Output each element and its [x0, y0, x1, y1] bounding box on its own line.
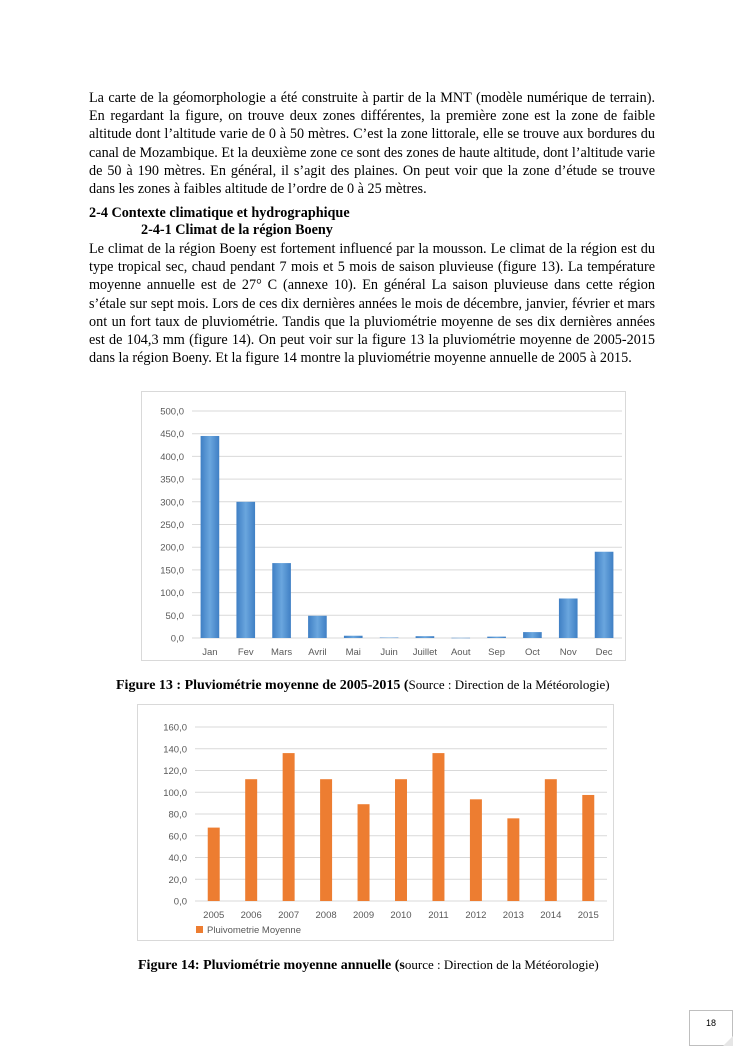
- subsection-heading: 2-4-1 Climat de la région Boeny: [141, 222, 333, 238]
- x-tick-label: 2009: [352, 910, 375, 921]
- y-tick-label: 300,0: [160, 497, 184, 509]
- y-tick-label: 100,0: [160, 588, 184, 600]
- bar: [320, 779, 332, 901]
- y-tick-label: 0,0: [170, 633, 184, 645]
- figure-13-caption: [116, 676, 610, 695]
- y-tick-label: 50,0: [165, 610, 184, 622]
- bar: [416, 636, 435, 638]
- x-tick-label: Dec: [595, 647, 613, 658]
- x-tick-label: Sep: [488, 647, 506, 658]
- y-tick-label: 80,0: [168, 809, 187, 821]
- x-tick-label: 2008: [315, 910, 337, 921]
- figure-13-caption-source: Source : Direction de la Météorologie): [408, 677, 610, 692]
- x-tick-label: Jan: [202, 647, 218, 658]
- bar: [595, 552, 614, 638]
- x-tick-label: Mai: [345, 647, 361, 658]
- x-tick-label: Juillet: [412, 647, 438, 658]
- bar: [395, 779, 407, 901]
- figure-14-chart: [137, 704, 614, 941]
- x-tick-label: 2013: [502, 910, 524, 921]
- legend-label: Pluivometrie Moyenne: [207, 925, 301, 936]
- y-tick-label: 20,0: [168, 874, 187, 886]
- figure-14-caption: [138, 956, 599, 975]
- x-tick-label: Juin: [380, 647, 398, 658]
- figure-14-caption-source: ource : Direction de la Météorologie): [404, 957, 599, 972]
- x-tick-label: 2010: [390, 910, 412, 921]
- legend-swatch: [196, 926, 203, 933]
- x-tick-label: 2015: [577, 910, 599, 921]
- y-tick-label: 140,0: [163, 744, 187, 756]
- y-tick-label: 250,0: [160, 520, 184, 531]
- x-tick-label: Oct: [525, 647, 540, 658]
- monthly-rainfall-chart: [142, 392, 625, 660]
- x-tick-label: Fev: [237, 647, 254, 658]
- page-number: 18: [705, 1018, 716, 1028]
- bar: [559, 599, 578, 638]
- x-tick-label: 2014: [540, 910, 562, 921]
- bar: [451, 638, 470, 639]
- y-tick-label: 500,0: [160, 406, 184, 418]
- figure-13-caption-title: Figure 13 : Pluviométrie moyenne de 2005-2015 (: [116, 678, 409, 693]
- x-tick-label: Avril: [308, 647, 327, 658]
- bar: [245, 779, 257, 901]
- x-tick-label: 2007: [278, 910, 300, 921]
- x-tick-label: 2011: [428, 910, 449, 921]
- page-corner-fold: [723, 1036, 733, 1046]
- y-tick-label: 160,0: [163, 722, 187, 734]
- bar: [470, 799, 482, 901]
- y-tick-label: 0,0: [173, 896, 187, 908]
- y-tick-label: 40,0: [168, 853, 187, 864]
- bar: [272, 563, 291, 638]
- annual-rainfall-chart: [138, 705, 613, 940]
- y-tick-label: 100,0: [163, 787, 187, 799]
- bar: [582, 795, 594, 901]
- bar: [344, 636, 363, 638]
- y-tick-label: 200,0: [160, 542, 184, 554]
- section-heading: 2-4 Contexte climatique et hydrographique: [89, 205, 350, 221]
- bar: [308, 616, 327, 638]
- x-tick-label: 2012: [465, 910, 487, 921]
- bar: [283, 753, 295, 901]
- x-tick-label: 2006: [240, 910, 262, 921]
- bar: [236, 502, 255, 638]
- bar: [507, 818, 519, 901]
- x-tick-label: Nov: [559, 647, 577, 658]
- x-tick-label: Mars: [271, 647, 293, 658]
- x-tick-label: Aout: [450, 647, 471, 658]
- y-tick-label: 120,0: [163, 766, 187, 777]
- figure-13-chart: [141, 391, 626, 661]
- y-tick-label: 150,0: [160, 565, 184, 577]
- y-tick-label: 400,0: [160, 451, 184, 463]
- geomorphology-paragraph: La carte de la géomorphologie a été construite à partir de la MNT (modèle numérique de terrain). En regardant la figure, on trouve deux zones différentes, la première zone est la zone de faible altitude dont l’altitude varie de 0 à 50 mètres. C’est la zone littorale, elle se trouve aux bordures du canal de Mozambique. Et la deuxième zone ce sont des zones de haute altitude, dont l’altitude varie de 50 à 190 mètres. En général, il s’agit des plaines. On peut voir que la zone d’étude se trouve dans les zones à faibles altitude de l’ordre de 0 à 25 mètres.: [89, 90, 655, 198]
- y-tick-label: 450,0: [160, 429, 184, 441]
- bar: [432, 753, 444, 901]
- bar: [487, 637, 506, 638]
- y-tick-label: 60,0: [168, 831, 187, 843]
- figure-14-caption-title: Figure 14: Pluviométrie moyenne annuelle (s: [138, 958, 405, 973]
- bar: [358, 804, 370, 901]
- page-number-box: [689, 1010, 733, 1046]
- bar: [208, 828, 220, 901]
- climate-paragraph: Le climat de la région Boeny est fortement influencé par la mousson. Le climat de la région est du type tropical sec, chaud pendant 7 mois et 5 mois de saison pluvieuse (figure 13). La température moyenne annuelle est de 27° C (annexe 10). En général La saison pluvieuse dans cette région s’étale sur sept mois. Lors de ces dix dernières années le mois de décembre, janvier, février et mars ont un fort taux de pluviométrie. Tandis que la pluviométrie moyenne de ses dix dernières années est de 104,3 mm (figure 14). On peut voir sur la figure 13 la pluviométrie moyenne de 2005-2015 dans la région Boeny. Et la figure 14 montre la pluviométrie moyenne annuelle de 2005 à 2015.: [89, 241, 655, 367]
- y-tick-label: 350,0: [160, 474, 184, 486]
- x-tick-label: 2005: [203, 910, 225, 921]
- bar: [545, 779, 557, 901]
- bar: [201, 436, 220, 638]
- bar: [380, 638, 399, 639]
- bar: [523, 632, 542, 638]
